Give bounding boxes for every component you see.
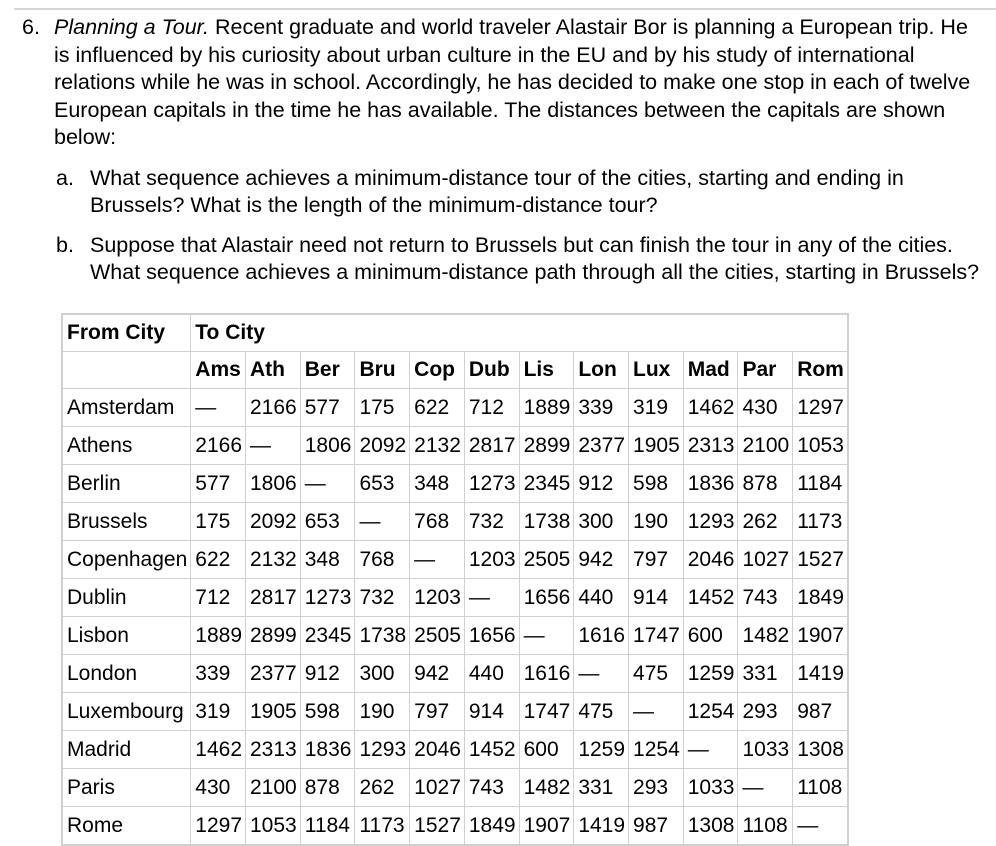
distance-cell: 653 bbox=[300, 503, 355, 541]
distance-cell: 440 bbox=[574, 579, 629, 617]
table-row bbox=[62, 655, 848, 693]
distance-cell: 1308 bbox=[793, 731, 848, 769]
row-city-label: London bbox=[62, 655, 191, 693]
distance-cell: 768 bbox=[355, 541, 410, 579]
distance-cell: 577 bbox=[191, 465, 246, 503]
row-city-label: Berlin bbox=[62, 465, 191, 503]
part-b-text: Suppose that Alastair need not return to Brussels but can finish the tour in any of the cities. What sequence achieves a minimum-distance path through all the cities, starting in Brussels? bbox=[90, 232, 980, 284]
distance-cell: 1462 bbox=[683, 389, 738, 427]
part-a-text: What sequence achieves a minimum-distance tour of the cities, starting and ending in Brussels? What is the length of the minimum-distance tour? bbox=[90, 165, 904, 217]
to-city-header: To City bbox=[191, 314, 848, 352]
column-header-par: Par bbox=[738, 352, 793, 389]
column-header-cop: Cop bbox=[410, 352, 465, 389]
distance-cell: 1616 bbox=[574, 617, 629, 655]
distance-cell: 1452 bbox=[464, 731, 519, 769]
distance-cell: 1527 bbox=[793, 541, 848, 579]
distance-cell: 2092 bbox=[355, 427, 410, 465]
distance-cell: 2899 bbox=[246, 617, 301, 655]
distance-cell: 293 bbox=[629, 769, 684, 807]
distance-cell: 1889 bbox=[519, 389, 574, 427]
problem-body bbox=[54, 14, 988, 152]
column-header-ams: Ams bbox=[191, 352, 246, 389]
column-header-row bbox=[62, 352, 848, 389]
distance-cell: — bbox=[738, 769, 793, 807]
column-header-ber: Ber bbox=[300, 352, 355, 389]
row-city-label: Rome bbox=[62, 807, 191, 846]
distance-cell: 1907 bbox=[519, 807, 574, 846]
row-city-label: Dublin bbox=[62, 579, 191, 617]
row-city-label: Lisbon bbox=[62, 617, 191, 655]
column-header-lux: Lux bbox=[629, 352, 684, 389]
table-row bbox=[62, 427, 848, 465]
distance-cell: — bbox=[464, 579, 519, 617]
distance-cell: — bbox=[355, 503, 410, 541]
distance-cell: 2046 bbox=[683, 541, 738, 579]
part-b-letter: b. bbox=[56, 232, 74, 257]
distance-cell: 987 bbox=[793, 693, 848, 731]
distance-cell: 1738 bbox=[519, 503, 574, 541]
distance-cell: 743 bbox=[464, 769, 519, 807]
part-a-letter: a. bbox=[56, 165, 74, 190]
distance-cell: 440 bbox=[464, 655, 519, 693]
distance-cell: 2046 bbox=[410, 731, 465, 769]
table-body bbox=[62, 389, 848, 846]
distance-cell: 1482 bbox=[738, 617, 793, 655]
distance-cell: 1259 bbox=[574, 731, 629, 769]
distance-cell: 1273 bbox=[464, 465, 519, 503]
distance-cell: 2817 bbox=[464, 427, 519, 465]
distance-cell: 2505 bbox=[519, 541, 574, 579]
distance-cell: 1293 bbox=[683, 503, 738, 541]
distance-cell: 175 bbox=[191, 503, 246, 541]
distance-cell: 1184 bbox=[793, 465, 848, 503]
distance-cell: — bbox=[574, 655, 629, 693]
distance-cell: 878 bbox=[300, 769, 355, 807]
distance-cell: 339 bbox=[191, 655, 246, 693]
distance-cell: 600 bbox=[683, 617, 738, 655]
distance-cell: 878 bbox=[738, 465, 793, 503]
distance-cell: 2313 bbox=[246, 731, 301, 769]
distance-cell: 1747 bbox=[629, 617, 684, 655]
row-city-label: Copenhagen bbox=[62, 541, 191, 579]
distance-cell: 914 bbox=[629, 579, 684, 617]
distance-cell: 430 bbox=[738, 389, 793, 427]
distance-cell: 1053 bbox=[793, 427, 848, 465]
distance-cell: 598 bbox=[300, 693, 355, 731]
distance-cell: 1203 bbox=[464, 541, 519, 579]
distance-cell: 712 bbox=[191, 579, 246, 617]
problem-text: Recent graduate and world traveler Alastair Bor is planning a European trip. He is influenced by his curiosity about urban culture in the EU and by his study of international relations while he was in school. Accordingly, he has decided to make one stop in each of twelve European capitals in the time he has available. The distances between the capitals are shown below: bbox=[54, 15, 971, 149]
distance-cell: 1203 bbox=[410, 579, 465, 617]
distance-cell: 1836 bbox=[683, 465, 738, 503]
distance-cell: 331 bbox=[738, 655, 793, 693]
column-header-bru: Bru bbox=[355, 352, 410, 389]
distance-cell: 914 bbox=[464, 693, 519, 731]
distance-cell: — bbox=[410, 541, 465, 579]
distance-cell: 2377 bbox=[246, 655, 301, 693]
distance-cell: 262 bbox=[355, 769, 410, 807]
distance-cell: 1849 bbox=[793, 579, 848, 617]
distance-cell: 190 bbox=[355, 693, 410, 731]
distance-cell: 1273 bbox=[300, 579, 355, 617]
blank-header-cell bbox=[62, 352, 191, 389]
distance-cell: 1419 bbox=[574, 807, 629, 846]
distance-cell: 1259 bbox=[683, 655, 738, 693]
table-row bbox=[62, 541, 848, 579]
distance-cell: 1907 bbox=[793, 617, 848, 655]
distance-cell: 942 bbox=[410, 655, 465, 693]
distance-cell: 1462 bbox=[191, 731, 246, 769]
distance-cell: 1027 bbox=[738, 541, 793, 579]
distance-cell: 1616 bbox=[519, 655, 574, 693]
distance-cell: 2100 bbox=[246, 769, 301, 807]
distance-cell: 2132 bbox=[246, 541, 301, 579]
distance-cell: 1656 bbox=[464, 617, 519, 655]
distance-cell: — bbox=[246, 427, 301, 465]
problem-number: 6. bbox=[22, 15, 40, 39]
distance-cell: 732 bbox=[464, 503, 519, 541]
distance-cell: 1889 bbox=[191, 617, 246, 655]
row-city-label: Paris bbox=[62, 769, 191, 807]
distance-cell: 339 bbox=[574, 389, 629, 427]
distance-cell: 2313 bbox=[683, 427, 738, 465]
table-row bbox=[62, 807, 848, 846]
distance-cell: 1173 bbox=[793, 503, 848, 541]
distance-cell: 175 bbox=[355, 389, 410, 427]
from-city-header: From City bbox=[62, 314, 191, 352]
distance-cell: 331 bbox=[574, 769, 629, 807]
distance-cell: 1849 bbox=[464, 807, 519, 846]
distance-cell: 1747 bbox=[519, 693, 574, 731]
problem-parts bbox=[18, 165, 988, 287]
distance-cell: — bbox=[683, 731, 738, 769]
row-city-label: Athens bbox=[62, 427, 191, 465]
distance-cell: 797 bbox=[629, 541, 684, 579]
distance-cell: 2345 bbox=[300, 617, 355, 655]
distance-cell: 2100 bbox=[738, 427, 793, 465]
distance-cell: 2166 bbox=[191, 427, 246, 465]
distance-cell: 1297 bbox=[191, 807, 246, 846]
distance-cell: 1033 bbox=[683, 769, 738, 807]
distance-cell: 1482 bbox=[519, 769, 574, 807]
column-header-ath: Ath bbox=[246, 352, 301, 389]
distance-cell: 1905 bbox=[629, 427, 684, 465]
table-row bbox=[62, 465, 848, 503]
distance-cell: 1254 bbox=[683, 693, 738, 731]
distance-cell: 430 bbox=[191, 769, 246, 807]
distance-cell: 1905 bbox=[246, 693, 301, 731]
table-row bbox=[62, 731, 848, 769]
distance-cell: 1254 bbox=[629, 731, 684, 769]
distance-cell: 743 bbox=[738, 579, 793, 617]
distance-cell: 262 bbox=[738, 503, 793, 541]
distance-cell: 577 bbox=[300, 389, 355, 427]
distance-cell: 2132 bbox=[410, 427, 465, 465]
distance-cell: 348 bbox=[410, 465, 465, 503]
distance-cell: 319 bbox=[191, 693, 246, 731]
distance-cell: 987 bbox=[629, 807, 684, 846]
distance-cell: 475 bbox=[629, 655, 684, 693]
table-row bbox=[62, 503, 848, 541]
table-row bbox=[62, 693, 848, 731]
row-city-label: Madrid bbox=[62, 731, 191, 769]
row-city-label: Brussels bbox=[62, 503, 191, 541]
table-header-row bbox=[62, 314, 848, 352]
distance-cell: 622 bbox=[410, 389, 465, 427]
distance-cell: 475 bbox=[574, 693, 629, 731]
distance-cell: 1108 bbox=[793, 769, 848, 807]
distance-cell: 1297 bbox=[793, 389, 848, 427]
distance-cell: — bbox=[793, 807, 848, 846]
column-header-dub: Dub bbox=[464, 352, 519, 389]
distance-cell: 1738 bbox=[355, 617, 410, 655]
table-row bbox=[62, 389, 848, 427]
distance-cell: 1656 bbox=[519, 579, 574, 617]
problem-title: Planning a Tour. bbox=[54, 15, 209, 39]
distance-cell: 2377 bbox=[574, 427, 629, 465]
distance-cell: 797 bbox=[410, 693, 465, 731]
distance-cell: — bbox=[300, 465, 355, 503]
distance-cell: — bbox=[629, 693, 684, 731]
column-header-rom: Rom bbox=[793, 352, 848, 389]
distance-cell: 942 bbox=[574, 541, 629, 579]
distance-cell: 622 bbox=[191, 541, 246, 579]
distance-cell: 732 bbox=[355, 579, 410, 617]
distance-cell: 293 bbox=[738, 693, 793, 731]
distance-cell: 300 bbox=[355, 655, 410, 693]
top-divider bbox=[14, 8, 996, 10]
column-header-lis: Lis bbox=[519, 352, 574, 389]
distance-cell: 1308 bbox=[683, 807, 738, 846]
distance-cell: 912 bbox=[574, 465, 629, 503]
distance-cell: 2899 bbox=[519, 427, 574, 465]
distance-cell: 319 bbox=[629, 389, 684, 427]
distance-cell: 348 bbox=[300, 541, 355, 579]
row-city-label: Luxembourg bbox=[62, 693, 191, 731]
distance-cell: 1027 bbox=[410, 769, 465, 807]
part-b bbox=[56, 232, 988, 287]
distance-cell: 1527 bbox=[410, 807, 465, 846]
distance-cell: — bbox=[191, 389, 246, 427]
distance-cell: 1836 bbox=[300, 731, 355, 769]
column-header-mad: Mad bbox=[683, 352, 738, 389]
distance-cell: 2345 bbox=[519, 465, 574, 503]
distance-cell: 2817 bbox=[246, 579, 301, 617]
distance-cell: 1419 bbox=[793, 655, 848, 693]
problem-6 bbox=[18, 14, 988, 299]
distance-cell: 1806 bbox=[246, 465, 301, 503]
distance-cell: 598 bbox=[629, 465, 684, 503]
distance-cell: 912 bbox=[300, 655, 355, 693]
distance-cell: 1173 bbox=[355, 807, 410, 846]
table-row bbox=[62, 617, 848, 655]
column-header-lon: Lon bbox=[574, 352, 629, 389]
part-a bbox=[56, 165, 988, 220]
distance-cell: 2166 bbox=[246, 389, 301, 427]
distance-cell: 1053 bbox=[246, 807, 301, 846]
distance-cell: 1108 bbox=[738, 807, 793, 846]
distance-cell: 2505 bbox=[410, 617, 465, 655]
distance-cell: 300 bbox=[574, 503, 629, 541]
distance-cell: 768 bbox=[410, 503, 465, 541]
distance-cell: 1452 bbox=[683, 579, 738, 617]
distance-cell: 1033 bbox=[738, 731, 793, 769]
distance-cell: 600 bbox=[519, 731, 574, 769]
distance-cell: 1184 bbox=[300, 807, 355, 846]
distance-cell: 712 bbox=[464, 389, 519, 427]
table-row bbox=[62, 769, 848, 807]
distance-cell: 1806 bbox=[300, 427, 355, 465]
distance-cell: — bbox=[519, 617, 574, 655]
distance-table bbox=[61, 313, 849, 846]
distance-cell: 653 bbox=[355, 465, 410, 503]
distance-cell: 190 bbox=[629, 503, 684, 541]
table-row bbox=[62, 579, 848, 617]
distance-cell: 2092 bbox=[246, 503, 301, 541]
distance-cell: 1293 bbox=[355, 731, 410, 769]
row-city-label: Amsterdam bbox=[62, 389, 191, 427]
